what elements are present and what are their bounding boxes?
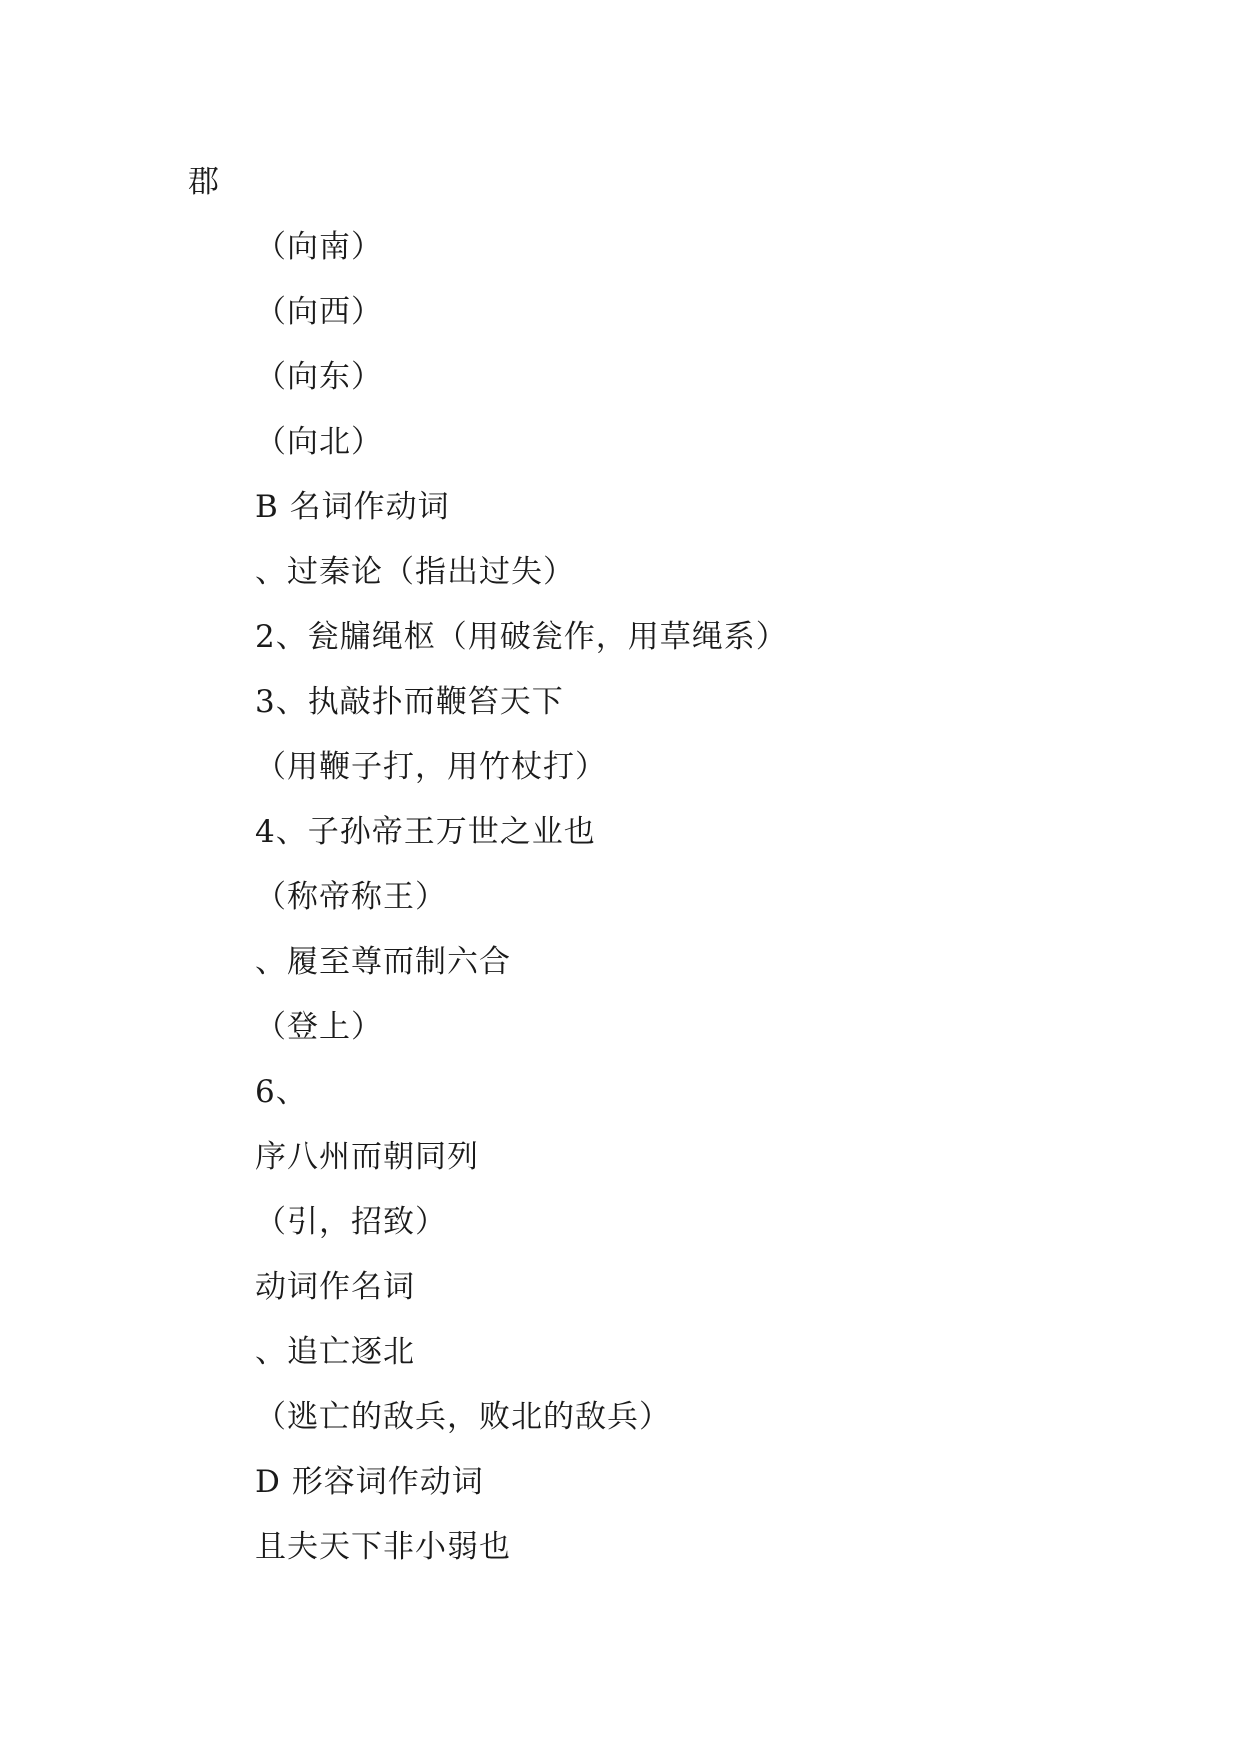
- text-line-21: D 形容词作动词: [255, 1464, 484, 1500]
- text-line-5: （向北）: [255, 424, 383, 460]
- text-line-12: （称帝称王）: [255, 879, 447, 915]
- text-line-1: 郡: [188, 164, 220, 200]
- text-line-14: （登上）: [255, 1009, 383, 1045]
- text-line-18: 动词作名词: [255, 1269, 415, 1305]
- text-line-10: （用鞭子打，用竹杖打）: [255, 749, 607, 785]
- text-line-4: （向东）: [255, 359, 383, 395]
- text-line-15: 6、: [255, 1074, 308, 1110]
- text-line-16: 序八州而朝同列: [255, 1139, 479, 1175]
- text-line-13: 、履至尊而制六合: [255, 944, 511, 980]
- text-line-22: 且夫天下非小弱也: [255, 1529, 511, 1565]
- text-line-6: B 名词作动词: [255, 489, 450, 525]
- text-line-3: （向西）: [255, 294, 383, 330]
- text-line-7: 、过秦论（指出过失）: [255, 554, 575, 590]
- text-line-8: 2、瓮牖绳枢（用破瓮作，用草绳系）: [255, 619, 788, 655]
- text-line-20: （逃亡的敌兵，败北的敌兵）: [255, 1399, 671, 1435]
- text-line-19: 、追亡逐北: [255, 1334, 415, 1370]
- text-line-17: （引，招致）: [255, 1204, 447, 1240]
- text-line-2: （向南）: [255, 229, 383, 265]
- text-line-11: 4、子孙帝王万世之业也: [255, 814, 596, 850]
- text-line-9: 3、执敲扑而鞭笞天下: [255, 684, 564, 720]
